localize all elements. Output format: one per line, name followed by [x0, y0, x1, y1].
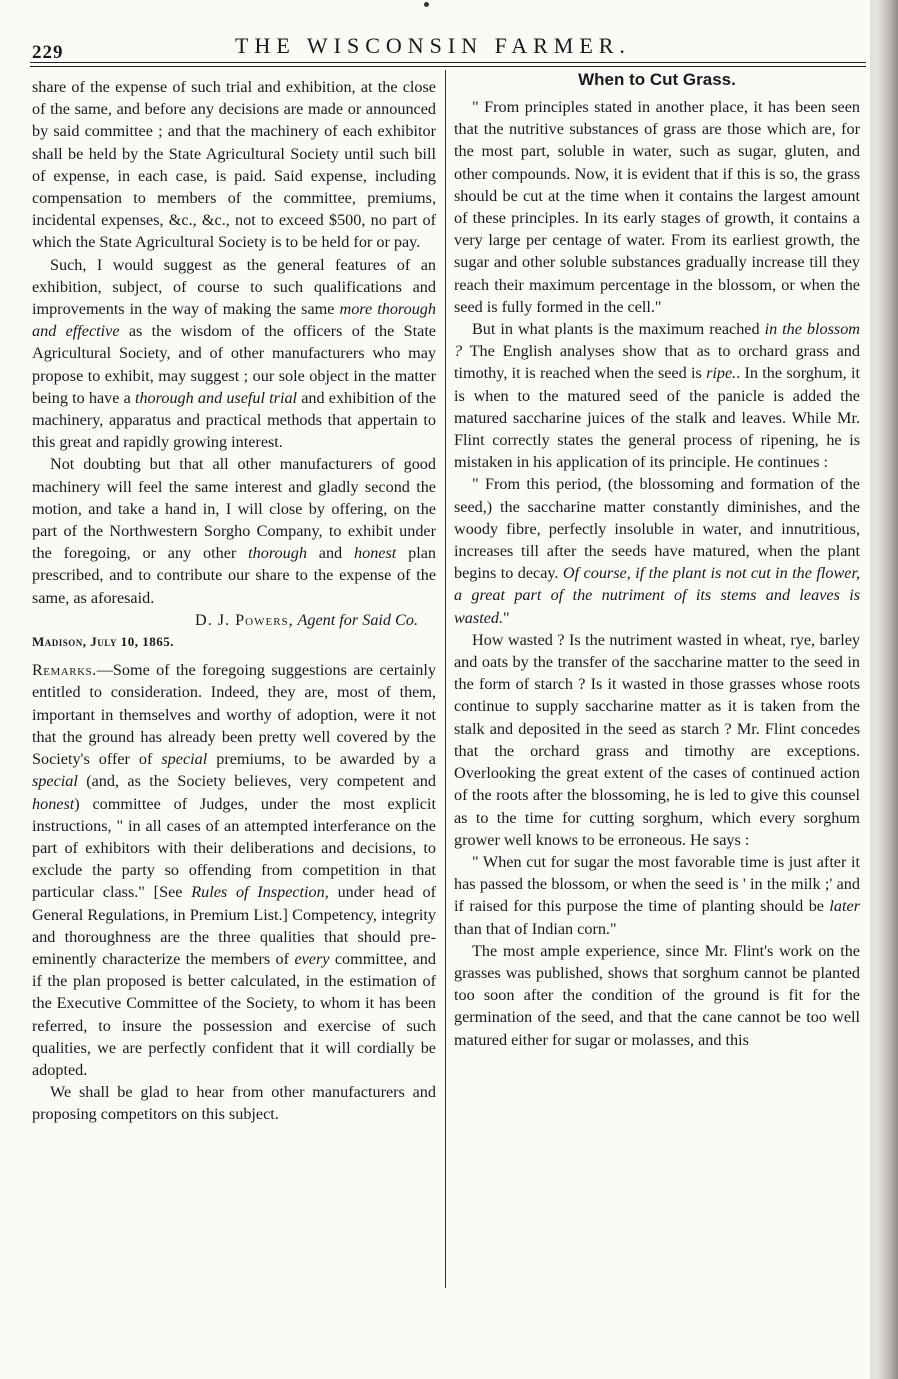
- remarks-label: Remarks.: [32, 661, 97, 680]
- emphasis: ripe.: [706, 364, 737, 383]
- remarks-paragraph: [32, 659, 436, 1081]
- signature-title: Agent for Said Co.: [293, 610, 418, 629]
- header-rule-thin: [30, 66, 866, 67]
- paragraph: share of the expense of such trial and exhibition, at the close of the same, and before any decisions are made or announced by said committee ; and that the machinery of each exhibitor shall be held by the State Agricultural Society until such bill of expense, in each case, is paid. Said expense, including compensation to members of the committee, premiums, incidental expenses, &c., &c., not to exceed $500, no part of which the State Agricultural Society is to be held for or pay.: [32, 78, 436, 252]
- emphasis: thorough: [248, 544, 307, 563]
- text: " From this period, (the blossoming and formation of the seed,) the saccharine matter constantly diminishes, and the woody fibre, perfectly insoluble in water, and innutritious, increases till after the seeds have matured, when the plant begins to decay.: [454, 475, 860, 583]
- emphasis: special: [32, 772, 78, 791]
- text: (and, as the Society believes, very competent and: [77, 772, 436, 791]
- text: ) committee of Judges, under the most explicit instructions, " in all cases of an attempted interferance on the part of exhibitors with their deliberations and decisions, to exclude the party so offending from competition in that particular class." [See: [32, 794, 436, 902]
- text: Such, I would suggest as the general features of an exhibition, subject, of course to such qualifications and improvements in the way of making the same: [32, 255, 436, 319]
- text: under head of General Regulations, in Premium List.] Competency, integrity and thoroughness are the three qualities that should pre-eminently characterize the members of: [32, 883, 437, 968]
- paragraph: We shall be glad to hear from other manufacturers and proposing competitors on this subject.: [32, 1083, 436, 1124]
- text: and exhibition of the machinery, apparatus and practical methods that appertain to this great and rapidly growing interest.: [32, 388, 437, 452]
- text: and: [306, 544, 355, 563]
- emphasis: thorough and useful trial: [134, 388, 298, 407]
- paragraph: The most ample experience, since Mr. Flint's work on the grasses was published, shows that sorghum cannot be planted too soon after the condition of the ground is fit for the germination of the seed, and that the cane cannot be too well matured either for sugar or molasses, and this: [454, 941, 860, 1049]
- emphasis: later: [829, 897, 860, 916]
- text: The English analyses show that as to orchard grass and timothy, it is reached when the seed is: [454, 342, 860, 383]
- emphasis: honest: [354, 544, 397, 563]
- paragraph: [32, 453, 436, 608]
- page-number: 229: [32, 42, 64, 63]
- paragraph: How wasted ? Is the nutriment wasted in wheat, rye, barley and oats by the transfer of the saccharine matter to the seed in the form of starch ? Is it wasted in those grasses whose roots continue to supply saccharine matter as it is taken from the stalk and deposited in the seed as starch ? Mr. Flint concedes that the orchard grass and timothy are exceptions. Overlooking the great extent of the cases of continued action of the roots after the blossoming, he is led to give this counsel as to the time for cutting sorghum, which every sorghum grower well knows to be erroneous. He says :: [454, 630, 860, 849]
- dateline: Madison, July 10, 1865.: [32, 634, 174, 650]
- ink-dot: [424, 2, 429, 7]
- quote-paragraph: [454, 851, 860, 940]
- text: plan prescribed, and to contribute our share to the expense of the same, as aforesaid.: [32, 544, 437, 607]
- text: as the wisdom of the officers of the State Agricultural Society, and of other manufacturers who may propose to exhibit, may suggest ; our sole object in the matter being to have a: [32, 322, 436, 407]
- quote-paragraph: [454, 473, 860, 628]
- text: ": [503, 608, 510, 627]
- emphasis: in the blossom ?: [454, 320, 860, 361]
- section-heading: When to Cut Grass.: [578, 70, 736, 89]
- text: committee, and if the plan proposed is better calculated, in the estimation of the Executive Committee of the Society, to whom it has been referred, to insure the possession and exercise of such qualities, we are perfectly confident that it will cordially be adopted.: [32, 949, 436, 1079]
- paragraph: [454, 318, 860, 473]
- page-header: [30, 28, 866, 63]
- header-rule: [30, 62, 866, 63]
- emphasis: Rules of Inspection,: [191, 883, 329, 902]
- text: premiums, to be awarded by a: [207, 750, 436, 769]
- text: Not doubting but that all other manufacturers of good machinery will feel the same interest and gladly second the motion, and take a hand in, I will close by offering, on the part of the Northwestern Sorgho Company, to exhibit under the foregoing, or any other: [32, 455, 436, 563]
- page-edge-shadow: [876, 0, 898, 1379]
- emphasis: special: [161, 750, 208, 769]
- text: —Some of the foregoing suggestions are certainly entitled to consideration. Indeed, they are, most of them, important in themselves and worthy of adoption, were it not that the ground has already been pretty well covered by the Society's offer of: [32, 661, 436, 769]
- signature: [32, 609, 436, 631]
- quote-paragraph: " From principles stated in another place, it has been seen that the nutritive substances of grass are those which are, for the most part, soluble in water, such as sugar, gluten, and other compounds. Now, it is evident that if this is so, the grass should be cut at the time when it contains the largest amount of these principles. In its early stages of growth, it contains a very large per centage of water. From its earliest growth, the sugar and other soluble substances gradually increase till they reach their maximum percentage in the blossom, or when the seed is fully formed in the cell.": [454, 98, 860, 316]
- emphasis: honest: [32, 794, 75, 813]
- text: . In the sorghum, it is when to the matured seed of the panicle is added the matured saccharine juices of the stalk and leaves. While Mr. Flint correctly states the general process of ripening, he is mistaken in his application of its principle. He continues :: [454, 364, 860, 472]
- paragraph: [32, 254, 436, 454]
- emphasis: Of course, if the plant is not cut in the flower, a great part of the nutriment of its stems and leaves is wasted.: [454, 564, 861, 627]
- column-divider: [445, 70, 446, 1288]
- signature-name: D. J. Powers,: [195, 610, 294, 629]
- text: But in what plants is the maximum reached: [472, 320, 765, 339]
- text: than that of Indian corn.": [454, 919, 617, 938]
- text: " When cut for sugar the most favorable time is just after it has passed the blossom, or when the seed is ' in the milk ;' and if raised for this purpose the time of planting should be: [454, 852, 860, 916]
- left-column: [32, 76, 436, 1126]
- running-title: THE WISCONSIN FARMER.: [235, 33, 631, 58]
- right-column: [454, 96, 860, 1051]
- emphasis: every: [294, 949, 330, 968]
- emphasis: more thorough and effective: [32, 300, 436, 341]
